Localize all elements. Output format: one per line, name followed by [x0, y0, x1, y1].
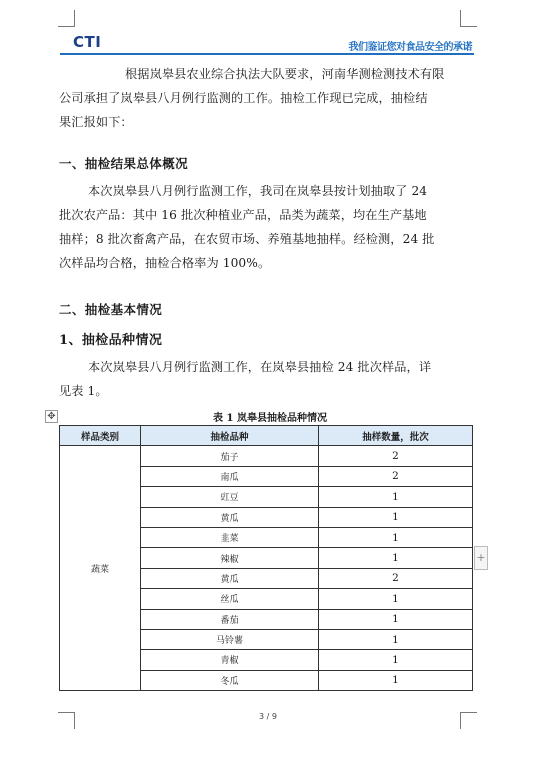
table-cell-variety: 茄子 [141, 446, 319, 466]
table-header-row [60, 426, 473, 446]
table-cell-variety: 南瓜 [141, 466, 319, 486]
table-cell-quantity: 1 [319, 650, 473, 670]
add-row-plus-icon[interactable]: + [474, 546, 488, 570]
table-cell-quantity: 1 [319, 487, 473, 507]
table-caption: 表 1 岚皋县抽检品种情况 [213, 413, 327, 424]
page-number: 3 / 9 [259, 712, 277, 721]
table-cell-variety: 韭菜 [141, 527, 319, 547]
section-2-line-2: 见表 1。 [59, 384, 108, 398]
company-logo: CTI [73, 33, 102, 51]
header-divider [60, 53, 474, 55]
intro-paragraph [59, 62, 473, 134]
section-1-line-3: 抽样；8 批次畜禽产品，在农贸市场、养殖基地抽样。经检测，24 批 [59, 232, 435, 246]
table-cell-variety: 丝瓜 [141, 589, 319, 609]
section-2-line-1: 本次岚皋县八月例行监测工作，在岚皋县抽检 24 批次样品，详 [88, 360, 432, 374]
table-row [60, 446, 473, 466]
table-cell-variety: 青椒 [141, 650, 319, 670]
crop-mark-top-left [58, 10, 75, 27]
table-cell-quantity: 2 [319, 446, 473, 466]
table-cell-quantity: 1 [319, 507, 473, 527]
table-cell-variety: 豇豆 [141, 487, 319, 507]
table-cell-variety: 马铃薯 [141, 629, 319, 649]
table-cell-quantity: 2 [319, 568, 473, 588]
table-header-variety: 抽检品种 [141, 426, 319, 446]
table-header-category: 样品类别 [60, 426, 141, 446]
table-move-handle-icon[interactable]: ✥ [45, 410, 58, 423]
table-header-quantity: 抽样数量，批次 [319, 426, 473, 446]
section-1-line-1: 本次岚皋县八月例行监测工作，我司在岚皋县按计划抽取了 24 [88, 184, 428, 198]
table-cell-variety: 黄瓜 [141, 507, 319, 527]
table-cell-variety: 冬瓜 [141, 670, 319, 690]
table-cell-quantity: 2 [319, 466, 473, 486]
table-cell-quantity: 1 [319, 548, 473, 568]
section-1-paragraph [59, 179, 473, 275]
intro-line-2: 公司承担了岚皋县八月例行监测的工作。抽检工作现已完成，抽检结 [59, 91, 428, 105]
table-cell-variety: 番茄 [141, 609, 319, 629]
table-cell-quantity: 1 [319, 609, 473, 629]
table-cell-quantity: 1 [319, 527, 473, 547]
table-cell-variety: 黄瓜 [141, 568, 319, 588]
crop-mark-top-right [460, 10, 477, 27]
table-cell-quantity: 1 [319, 670, 473, 690]
table-cell-quantity: 1 [319, 629, 473, 649]
section-2-subheading: 1、抽检品种情况 [59, 333, 163, 348]
table-cell-quantity: 1 [319, 589, 473, 609]
section-1-line-4: 次样品均合格，抽检合格率为 100%。 [59, 256, 271, 270]
intro-line-1: 根据岚皋县农业综合执法大队要求，河南华测检测技术有限 [125, 67, 445, 81]
section-2-paragraph [59, 355, 473, 403]
sampling-table [59, 425, 473, 691]
intro-line-3: 果汇报如下： [59, 115, 133, 129]
header-slogan: 我们鉴证您对食品安全的承诺 [348, 42, 472, 53]
section-1-heading: 一、抽检结果总体概况 [59, 156, 189, 171]
table-cell-category: 蔬菜 [60, 446, 141, 691]
table-cell-variety: 辣椒 [141, 548, 319, 568]
section-2-heading: 二、抽检基本情况 [59, 302, 163, 317]
section-1-line-2: 批次农产品：其中 16 批次种植业产品，品类为蔬菜，均在生产基地 [59, 208, 427, 222]
